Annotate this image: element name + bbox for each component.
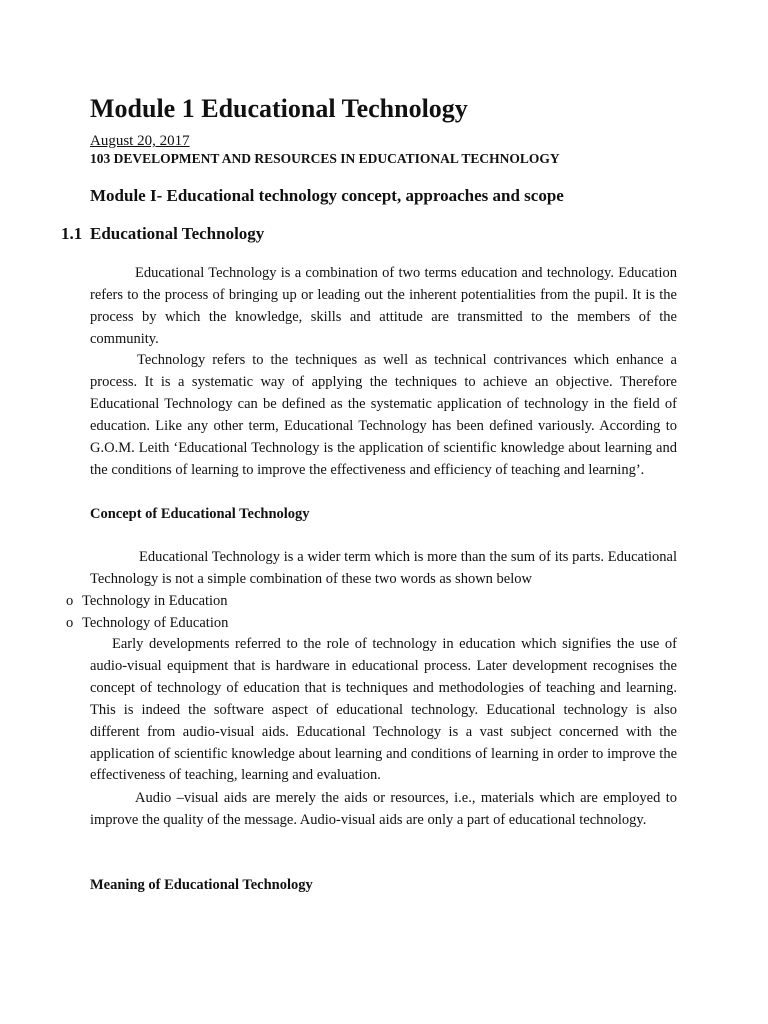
document-title: Module 1 Educational Technology	[90, 94, 468, 123]
paragraph-audio-visual-aids: Audio –visual aids are merely the aids or resources, i.e., materials which are employed to improve the quality of the message. Audio-visual aids are only a part of educational technology.	[90, 790, 677, 828]
bullet-icon: o	[66, 593, 74, 609]
module-heading: Module I- Educational technology concept, approaches and scope	[90, 186, 564, 205]
bullet-list	[66, 590, 228, 634]
section-number: 1.1	[61, 224, 83, 243]
list-item-label: Technology in Education	[82, 593, 228, 609]
paragraph-early-developments: Early developments referred to the role of technology in education which signifies the use of audio-visual equipment that is hardware in educational process. Later development recognises the concept of technology of education that is techniques and methodologies of teaching and learning. This is indeed the software aspect of educational technology. Educational technology is also different from audio-visual aids. Educational Technology is a vast subject concerned with the application of scientific knowledge about learning and conditions of learning in order to improve the effectiveness of teaching, learning and evaluation.	[90, 636, 677, 784]
section-title: Educational Technology	[90, 224, 265, 243]
subheading-concept: Concept of Educational Technology	[90, 506, 310, 522]
paragraph-technology-definition: Technology refers to the techniques as well as technical contrivances which enhance a process. It is a systematic way of applying the techniques to achieve an objective. Therefore Educational Technology can be defined as the systematic application of technology in the field of education. Like any other term, Educational Technology has been defined variously. According to G.O.M. Leith ‘Educational Technology is the application of scientific knowledge about learning and the conditions of learning to improve the effectiveness and efficiency of teaching and learning’.	[90, 352, 677, 478]
paragraph-education-definition: Educational Technology is a combination of two terms education and technology. Education refers to the process of bringing up or leading out the inherent potentialities from the pupil. It is the process by which the knowledge, skills and attitude are transmitted to the members of the community.	[90, 265, 677, 347]
post-date: August 20, 2017	[90, 133, 190, 149]
bullet-icon: o	[66, 615, 74, 631]
course-title: 103 DEVELOPMENT AND RESOURCES IN EDUCATIONAL TECHNOLOGY	[90, 151, 560, 166]
subheading-meaning: Meaning of Educational Technology	[90, 877, 313, 893]
list-item	[66, 590, 228, 612]
list-item-label: Technology of Education	[82, 615, 229, 631]
paragraph-wider-term: Educational Technology is a wider term which is more than the sum of its parts. Educational Technology is not a simple combination of these two words as shown below	[90, 549, 677, 587]
list-item	[66, 612, 228, 634]
